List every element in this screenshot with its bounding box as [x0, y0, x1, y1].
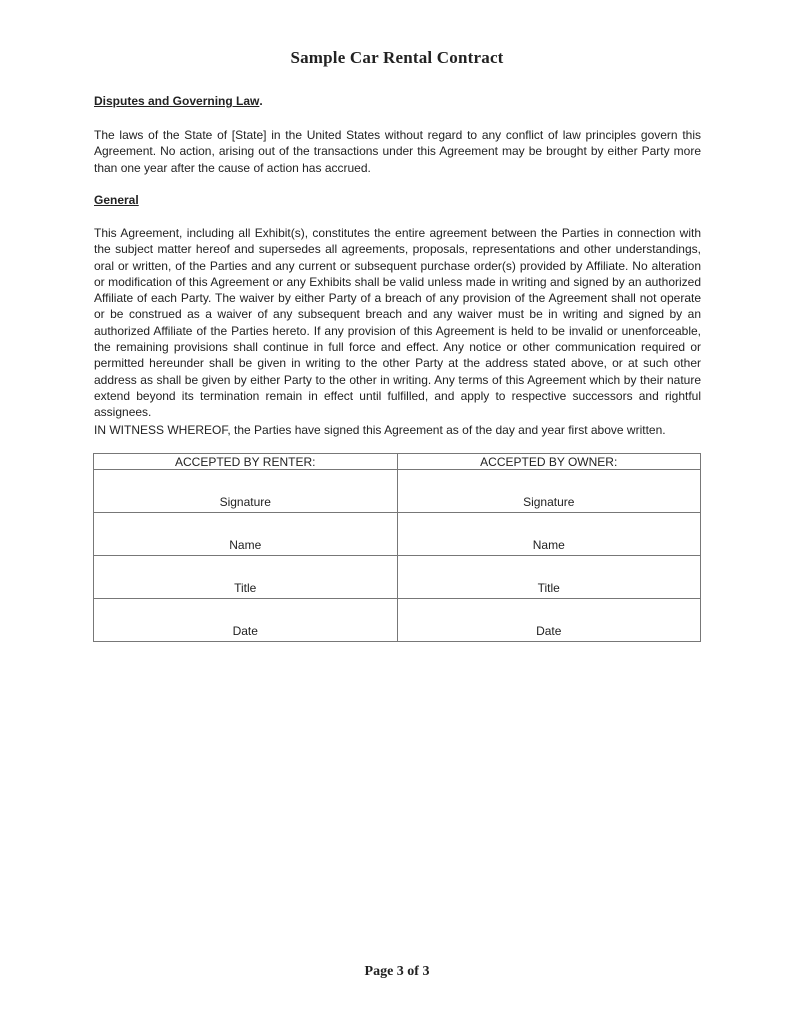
owner-signature-field[interactable]: Signature: [397, 470, 701, 513]
owner-title-field[interactable]: Title: [397, 556, 701, 599]
renter-header: ACCEPTED BY RENTER:: [94, 454, 398, 470]
owner-date-field[interactable]: Date: [397, 599, 701, 642]
section-heading-disputes: [94, 94, 263, 108]
section-heading-general: General: [94, 193, 139, 207]
disputes-heading-text: Disputes and Governing Law: [94, 94, 260, 108]
owner-header: ACCEPTED BY OWNER:: [397, 454, 701, 470]
renter-title-field[interactable]: Title: [94, 556, 398, 599]
disputes-paragraph: The laws of the State of [State] in the United States without regard to any conflict of law principles govern this Agreement. No action, arising out of the transactions under this Agreement may be brought by either Party more than one year after the cause of action has accrued.: [94, 128, 701, 175]
signature-table-header-row: [94, 454, 701, 470]
signature-row: [94, 470, 701, 513]
general-paragraph: This Agreement, including all Exhibit(s), constitutes the entire agreement between the Parties in connection with the subject matter hereof and supersedes all agreements, proposals, representations and other understandings, oral or written, of the Parties and any current or subsequent purchase order(s) provided by Affiliate. No alteration or modification of this Agreement or any Exhibits shall be valid unless made in writing and signed by an authorized Affiliate of each Party. The waiver by either Party of a breach of any provision of the Agreement shall not operate or be construed as a waiver of any subsequent breach and any waiver must be in writing and signed by an authorized Affiliate of the Parties hereto. If any provision of this Agreement is held to be invalid or unenforceable, the remaining provisions shall continue in full force and effect. Any notice or other communication required or permitted hereunder shall be given in writing to the other Party at the address stated above, or at such other address as shall be given by either Party to the other in writing. Any terms of this Agreement which by their nature extend beyond its termination remain in effect until fulfilled, and apply to respective successors and rightful assignees.: [94, 226, 701, 420]
renter-name-field[interactable]: Name: [94, 513, 398, 556]
page-number: Page 3 of 3: [364, 964, 430, 979]
title-row: [94, 556, 701, 599]
renter-signature-field[interactable]: Signature: [94, 470, 398, 513]
disputes-heading-period: .: [259, 94, 263, 108]
witness-statement: IN WITNESS WHEREOF, the Parties have signed this Agreement as of the day and year first above written.: [94, 423, 666, 437]
name-row: [94, 513, 701, 556]
owner-name-field[interactable]: Name: [397, 513, 701, 556]
document-title: Sample Car Rental Contract: [290, 48, 504, 67]
renter-date-field[interactable]: Date: [94, 599, 398, 642]
date-row: [94, 599, 701, 642]
signature-table: [93, 453, 701, 642]
